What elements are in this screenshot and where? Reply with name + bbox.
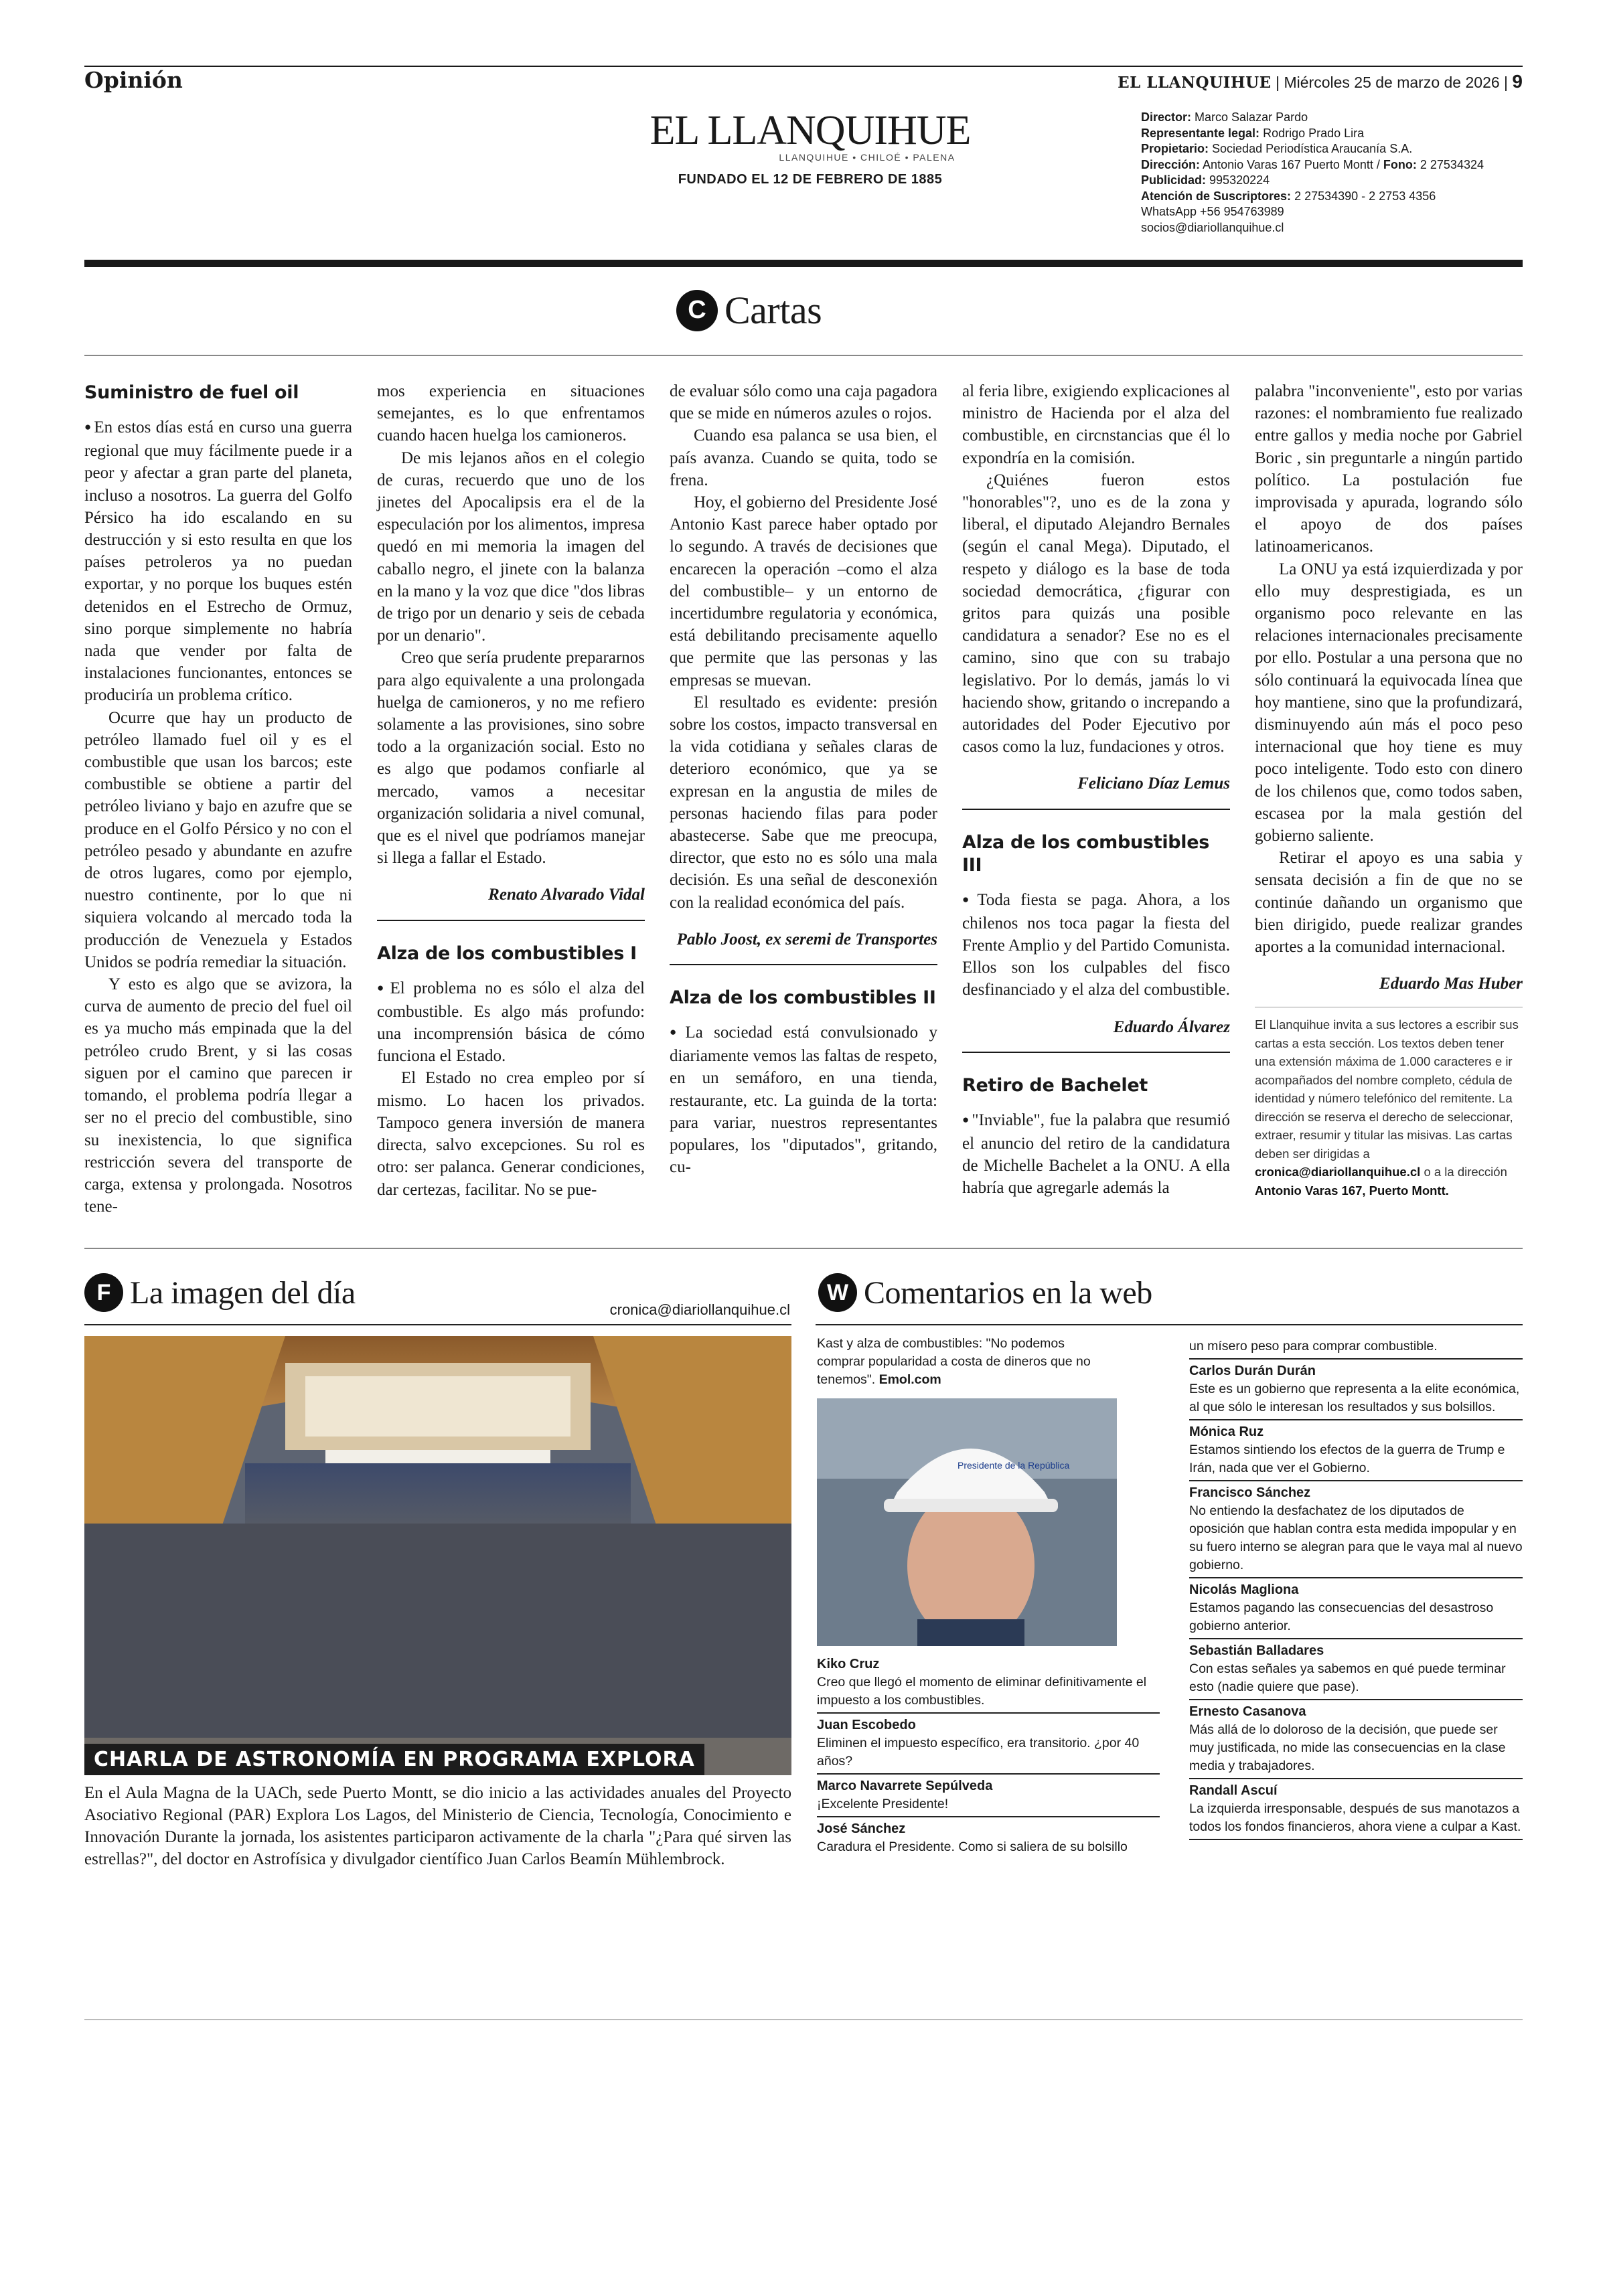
comment-item bbox=[1189, 1360, 1523, 1420]
web-headline: Kast y alza de combustibles: "No podemos comprar popularidad a costa de dineros que no tenemos". Emol.com bbox=[817, 1336, 1091, 1387]
letters-column-5 bbox=[1255, 380, 1523, 1200]
masthead-subtitle: LLANQUIHUE • CHILOÉ • PALENA bbox=[779, 152, 955, 163]
comment-text: ¡Excelente Presidente! bbox=[817, 1797, 949, 1811]
kast-photo-illustration bbox=[817, 1398, 1117, 1646]
comment-author: Kiko Cruz bbox=[817, 1657, 880, 1671]
comment-author: Ernesto Casanova bbox=[1189, 1704, 1306, 1719]
photo-caption-title: CHARLA DE ASTRONOMÍA EN PROGRAMA EXPLORA bbox=[84, 1744, 704, 1775]
letter-paragraph: ● El problema no es sólo el alza del combustible. Es algo más profundo: una incomprensión básica de cómo funciona el Estado. bbox=[377, 977, 645, 1068]
comment-list-left bbox=[817, 1653, 1160, 1859]
section-rule bbox=[84, 1248, 1523, 1249]
cartas-rule bbox=[84, 355, 1523, 356]
letter-signature: Eduardo Mas Huber bbox=[1379, 975, 1523, 993]
letter-paragraph: El resultado es evidente: presión sobre los costos, impacto transversal en la vida cotidiana y señales claras de deterioro económico, que ya se expresan en la angustia de miles de personas haciendo filas para poder abastecerse. Sabe que me preocupa, director, que esto no es sólo una mala decisión. Es una señal de desconexión con la realidad económica del país. bbox=[670, 693, 937, 912]
letters-column-4 bbox=[962, 380, 1230, 1200]
comment-item bbox=[817, 1714, 1160, 1775]
comment-author: Mónica Ruz bbox=[1189, 1424, 1264, 1439]
letter-paragraph: ● En estos días está en curso una guerra regional que muy fácilmente puede ir a peor y afectar a gran parte del planeta, incluso a nosotros. La guerra del Golfo Pérsico ha ido escalando en su destrucción y si esto resulta en que los países petroleros ya no puedan exportar, y no porque los buques estén detenidos en el Estrecho de Ormuz, sino porque simplemente no habría nada que vender por falta de instalaciones funcionantes, entonces se produciría un problema crítico. bbox=[84, 416, 352, 707]
letter-heading: Retiro de Bachelet bbox=[962, 1074, 1148, 1096]
comment-text: Caradura el Presidente. Como si saliera de su bolsillo bbox=[817, 1839, 1128, 1854]
comment-item bbox=[817, 1817, 1160, 1859]
comment-author: Nicolás Magliona bbox=[1189, 1582, 1299, 1597]
comment-text: Con estas señales ya sabemos en qué puede terminar esto (nadie quiere que pase). bbox=[1189, 1661, 1506, 1694]
event-photo bbox=[84, 1336, 791, 1775]
imagen-header bbox=[84, 1273, 356, 1312]
letter-paragraph: al feria libre, exigiendo explicaciones al ministro de Hacienda por el alza del combustible, en circnstancias que él lo expondría en la comisión. bbox=[962, 382, 1230, 467]
issue-date: Miércoles 25 de marzo de 2026 bbox=[1284, 74, 1500, 91]
web-comments-left bbox=[817, 1335, 1160, 1859]
letters-note bbox=[1255, 1015, 1523, 1200]
letter-signature: Eduardo Álvarez bbox=[1113, 1017, 1230, 1036]
letter-paragraph: Creo que sería prudente prepararnos para algo equivalente a una prolongada huelga de camioneros, y no me refiero solamente a las provisiones, sino sobre todo a la organización social. Esto no es algo que podamos confiarle al mercado, vamos a necesitar organización solidaria a nivel comunal, que es el nivel que podríamos manejar si llega a fallar el Estado. bbox=[377, 649, 645, 868]
comment-text: No entiendo la desfachatez de los diputados de oposición que hablan contra esta medida impopular y en su fuero interno se alegran para que le vaya mal al nuevo gobierno. bbox=[1189, 1503, 1523, 1572]
imagen-rule bbox=[84, 1324, 791, 1325]
letter-signature: Renato Alvarado Vidal bbox=[488, 886, 645, 904]
cartas-title: Cartas bbox=[724, 289, 822, 332]
letter-paragraph: ● Toda fiesta se paga. Ahora, a los chilenos nos toca pagar la fiesta del Frente Amplio y del Partido Comunista. Ellos son los culpables del fisco desfinanciado y el alza del combustible. bbox=[962, 889, 1230, 1001]
owner: Sociedad Periodística Araucanía S.A. bbox=[1212, 142, 1413, 155]
subscriber-phone: 2 27534390 - 2 2753 4356 bbox=[1294, 189, 1436, 203]
letters-column-1 bbox=[84, 380, 352, 1218]
header-bar bbox=[84, 260, 1523, 267]
address: Antonio Varas 167 Puerto Montt / bbox=[1203, 157, 1380, 171]
comment-item bbox=[817, 1653, 1160, 1714]
letter-paragraph: Y esto es algo que se avizora, la curva de aumento de precio del fuel oil es ya mucho más empinada que la del petróleo crudo Brent, y si las cosas siguen por el camino que parecen ir tomando, el problema podría llegar a ser no el precio del combustible, sino su inexistencia, lo que significa restricción severa del transporte de carga, extensa y prolongada. Nosotros tene- bbox=[84, 975, 352, 1216]
comment-text: Creo que llegó el momento de eliminar definitivamente el impuesto a los combustibles. bbox=[817, 1675, 1147, 1708]
comment-author: Marco Navarrete Sepúlveda bbox=[817, 1779, 993, 1793]
comment-item bbox=[1189, 1639, 1523, 1700]
comment-text: Más allá de lo doloroso de la decisión, que puede ser muy justificada, no mide las consecuencias en la clase media y trabajadores. bbox=[1189, 1722, 1506, 1773]
comment-item bbox=[1189, 1420, 1523, 1481]
comment-author: Sebastián Balladares bbox=[1189, 1643, 1324, 1658]
letter-paragraph: Cuando esa palanca se usa bien, el país avanza. Cuando se quita, todo se frena. bbox=[670, 426, 937, 489]
letters-column-2 bbox=[377, 380, 645, 1201]
letter-paragraph: Retirar el apoyo es una sabia y sensata decisión a fin de que no se continúe dañando un organismo que bien dirigido, puede realizar grandes aportes a la comunidad internacional. bbox=[1255, 849, 1523, 957]
imagen-badge: F bbox=[84, 1273, 123, 1312]
comment-text: Estamos sintiendo los efectos de la guerra de Trump e Irán, nada que ver el Gobierno. bbox=[1189, 1443, 1505, 1475]
letter-heading: Alza de los combustibles I bbox=[377, 942, 637, 964]
web-comments-right bbox=[1189, 1335, 1523, 1840]
note-email[interactable]: cronica@diariollanquihue.cl bbox=[1255, 1165, 1421, 1179]
comment-text: Este es un gobierno que representa a la elite económica, al que sólo le interesan los resultados y sus bolsillos. bbox=[1189, 1382, 1520, 1414]
masthead-founded: FUNDADO EL 12 DE FEBRERO DE 1885 bbox=[678, 172, 943, 187]
staff-box: Director: Marco Salazar Pardo Representante legal: Rodrigo Prado Lira Propietario: Sociedad Periodística Araucanía S.A. Dirección: Antonio Varas 167 Puerto Montt / Fono: 2 27534324 Publicidad: 995320224 Atención de Suscriptores: 2 27534390 - 2 2753 4356 WhatsApp +56 954763989 socios@diariollanquihue.cl bbox=[1141, 110, 1523, 236]
letter-signature: Feliciano Díaz Lemus bbox=[1077, 774, 1230, 793]
page-number: 9 bbox=[1512, 71, 1523, 92]
letter-paragraph: ¿Quiénes fueron estos "honorables"?, uno es de la zona y liberal, el diputado Alejandro Bernales (según el canal Mega). Diputado, el respeto y diálogo es la base de toda sociedad democrática, ¿figurar con gritos para quizás una posible candidatura a senador? Ese no es el camino, sino que con su trabajo legislativo. Por lo demás, jamás lo vi haciendo show, gritando o increpando a autoridades del Poder Ejecutivo por casos como la luz, fundaciones y otros. bbox=[962, 471, 1230, 756]
comment-item bbox=[1189, 1578, 1523, 1639]
masthead bbox=[643, 107, 978, 187]
web-source[interactable]: Emol.com bbox=[878, 1372, 941, 1387]
comment-text: Eliminen el impuesto específico, era transitorio. ¿por 40 años? bbox=[817, 1736, 1140, 1769]
comment-item bbox=[1189, 1779, 1523, 1840]
letter-paragraph: de evaluar sólo como una caja pagadora que se mide en números azules o rojos. bbox=[670, 382, 937, 423]
comment-author: Juan Escobedo bbox=[817, 1718, 916, 1732]
letter-paragraph: Hoy, el gobierno del Presidente José Antonio Kast parece haber optado por lo segundo. A través de decisiones que encarecen la operación –como el alza del combustible– y un entorno de incertidumbre regulatoria y económica, está debilitando precisamente aquello que permite que las personas y las empresas se muevan. bbox=[670, 493, 937, 689]
letter-paragraph: Ocurre que hay un producto de petróleo llamado fuel oil y es el combustible que usan los barcos; este combustible se obtiene a partir del petróleo liviano y bajo en azufre que se produce en el Golfo Pérsico y no con el petróleo pesado y abundante en azufre de otros lugares, como por ejemplo, nuestro continente, por lo que ni siquiera volcando al mercado toda la producción de Venezuela y Estados Unidos se podría remediar la situación. bbox=[84, 708, 352, 971]
letter-heading: Alza de los combustibles III bbox=[962, 831, 1210, 876]
note-text: El Llanquihue invita a sus lectores a escribir sus cartas a esta sección. Los textos deben tener una extensión máxima de 1.000 caracteres e ir acompañados del nombre completo, cédula de identidad y número telefónico del remitente. La dirección se reserva el derecho de seleccionar, extraer, resumir y titular las misivas. Las cartas deben ser dirigidas a bbox=[1255, 1017, 1519, 1161]
letter-separator bbox=[670, 964, 937, 965]
director: Marco Salazar Pardo bbox=[1195, 110, 1308, 124]
letter-heading: Suministro de fuel oil bbox=[84, 382, 299, 403]
comment-author: Randall Ascuí bbox=[1189, 1783, 1278, 1798]
letter-separator bbox=[377, 920, 645, 921]
letter-signature: Pablo Joost, ex seremi de Transportes bbox=[676, 930, 937, 949]
cartas-badge: C bbox=[676, 290, 718, 331]
letter-paragraph: ● "Inviable", fue la palabra que resumió el anuncio del retiro de la candidatura de Michelle Bachelet a la ONU. A ella habría que agregarle además la bbox=[962, 1109, 1230, 1200]
letters-column-3 bbox=[670, 380, 937, 1179]
letter-paragraph: ● La sociedad está convulsionado y diariamente vemos las faltas de respeto, en un semáforo, en una tienda, restaurante, etc. La guinda de la torta: para variar, nuestros representantes populares, los "diputados", gritando, cu- bbox=[670, 1021, 937, 1178]
comment-author: José Sánchez bbox=[817, 1821, 906, 1836]
comment-text: Estamos pagando las consecuencias del desastroso gobierno anterior. bbox=[1189, 1601, 1494, 1633]
note-address: Antonio Varas 167, Puerto Montt. bbox=[1255, 1183, 1449, 1198]
imagen-title: La imagen del día bbox=[130, 1275, 356, 1311]
web-header bbox=[818, 1273, 1152, 1312]
letter-heading: Alza de los combustibles II bbox=[670, 987, 936, 1009]
comment-author: Carlos Durán Durán bbox=[1189, 1364, 1316, 1378]
phone: 2 27534324 bbox=[1420, 157, 1484, 171]
comment-item bbox=[1189, 1700, 1523, 1779]
letter-separator bbox=[962, 809, 1230, 810]
comment-author: Francisco Sánchez bbox=[1189, 1485, 1311, 1500]
kast-photo bbox=[817, 1398, 1117, 1646]
ads-phone: 995320224 bbox=[1209, 173, 1270, 187]
letter-paragraph: De mis lejanos años en el colegio de curas, recuerdo que uno de los jinetes del Apocalipsis era el de la especulación por los alimentos, impresa quedó en mi memoria la imagen del caballo negro, el jinete con la balanza en la mano y la voz que dice "dos libras de trigo por un denario y seis de cebada por un denario". bbox=[377, 448, 645, 645]
letter-paragraph: palabra "inconveniente", esto por varias razones: el nombramiento fue realizado entre gallos y media noche por Gabriel Boric , sin preguntarle a ningún partido político. La postulación fue improvisada y apurada, logrando sólo el apoyo de dos países latinoamericanos. bbox=[1255, 382, 1523, 556]
comment-item bbox=[817, 1775, 1160, 1817]
note-or: o a la dirección bbox=[1424, 1165, 1507, 1179]
masthead-title: EL LLANQUIHUE bbox=[649, 108, 971, 153]
letter-paragraph: mos experiencia en situaciones semejantes, es lo que enfrentamos cuando hacen huelga los camioneros. bbox=[377, 382, 645, 445]
web-title: Comentarios en la web bbox=[864, 1275, 1152, 1311]
legal-rep: Rodrigo Prado Lira bbox=[1263, 126, 1365, 140]
letter-separator bbox=[962, 1052, 1230, 1053]
top-rule bbox=[84, 66, 1523, 67]
whatsapp: WhatsApp +56 954763989 bbox=[1141, 205, 1284, 218]
letter-paragraph: El Estado no crea empleo por sí mismo. Lo hacen los privados. Tampoco genera inversión de manera directa, salvo excepciones. Su rol es otro: ser palanca. Generar condiciones, dar certezas, facilitar. No se pue- bbox=[377, 1069, 645, 1199]
comment-text: La izquierda irresponsable, después de sus manotazos a todos los fondos financieros, ahora viene a culpar a Kast. bbox=[1189, 1801, 1521, 1834]
web-rule bbox=[816, 1324, 1523, 1325]
staff-email[interactable]: socios@diariollanquihue.cl bbox=[1141, 220, 1284, 234]
newspaper-name: EL LLANQUIHUE bbox=[1118, 74, 1272, 92]
comment-item bbox=[1189, 1481, 1523, 1578]
comment-continuation: un mísero peso para comprar combustible. bbox=[1189, 1335, 1523, 1360]
cartas-header bbox=[676, 288, 822, 333]
section-label: Opinión bbox=[84, 67, 183, 93]
page-topline: EL LLANQUIHUE | Miércoles 25 de marzo de 2026 | 9 bbox=[1118, 71, 1523, 92]
photo-caption: En el Aula Magna de la UACh, sede Puerto Montt, se dio inicio a las actividades anuales del Proyecto Asociativo Regional (PAR) Explora Los Lagos, del Ministerio de Ciencia, Tecnología, Conocimiento e Innovación Durante la jornada, los asistentes participaron activamente de la charla "¿Para qué sirven las estrellas?", del doctor en Astrofísica y divulgador científico Juan Carlos Beamín Mühlembrock. bbox=[84, 1784, 791, 1868]
web-badge: W bbox=[818, 1273, 857, 1312]
auditorium-illustration bbox=[84, 1336, 791, 1775]
letter-paragraph: La ONU ya está izquierdizada y por ello muy desprestigiada, es un organismo poco relevante en las relaciones internacionales precisamente por ello. Postular a una persona que no sólo continuará la equivocada línea que hoy mantiene, sino que la profundizará, disminuyendo aún más el poco peso internacional que hoy tiene es muy poco inteligente. Todo esto con dinero de los chilenos que, como todos saben, escasea por la mala gestión del gobierno saliente. bbox=[1255, 560, 1523, 845]
imagen-email[interactable]: cronica@diariollanquihue.cl bbox=[609, 1301, 790, 1318]
bottom-rule bbox=[84, 2019, 1523, 2020]
helmet-text: Presidente de la República bbox=[958, 1460, 1070, 1471]
